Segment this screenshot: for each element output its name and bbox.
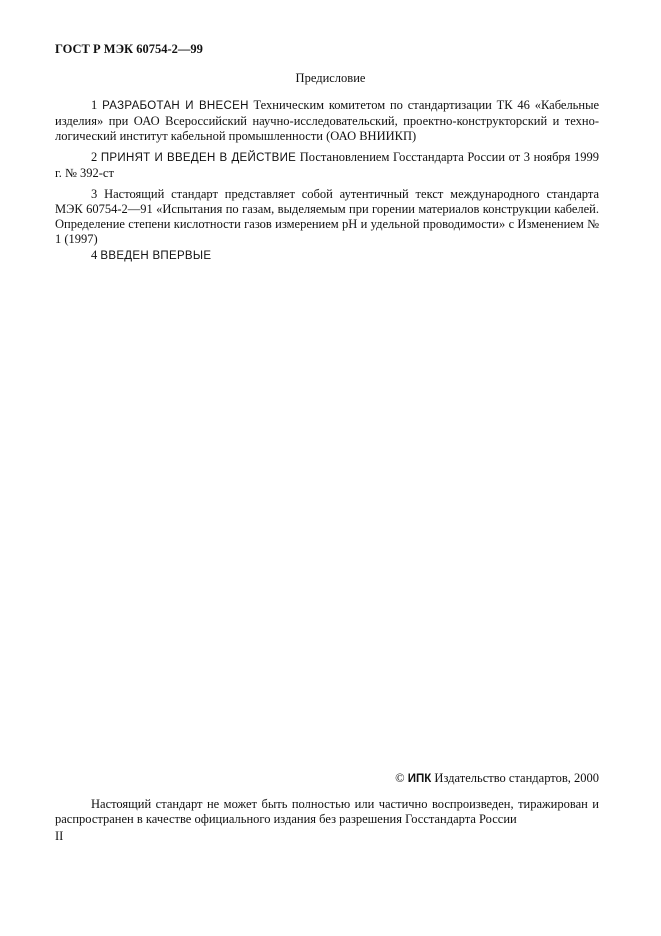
foreword-paragraph-1 [55, 98, 599, 144]
foreword-paragraph-3 [55, 187, 599, 247]
page-number: II [55, 829, 64, 843]
paragraph-lead: РАЗРАБОТАН И ВНЕСЕН [102, 100, 249, 112]
paragraph-number: 1 [91, 98, 98, 112]
copyright-org: ИПК [407, 773, 432, 785]
paragraph-text: Постановлением Госстандарта России от 3 ноября 1999 г. № 392-ст [55, 150, 600, 180]
foreword-paragraph-2 [55, 150, 599, 181]
section-title: Предисловие [295, 71, 366, 85]
copyright-text: Издательство стандартов, 2000 [434, 771, 599, 785]
copyright-icon: © [395, 771, 405, 785]
foreword-paragraph-4 [55, 248, 599, 264]
reproduction-notice: Настоящий стандарт не может быть полностью или частично воспроизведен, тиражирован и распространен в качестве официального издания без разрешения Госстандарта России [55, 797, 599, 826]
paragraph-number: 3 [91, 187, 98, 201]
paragraph-number: 4 [91, 248, 98, 262]
paragraph-text: Техническим комитетом по стандартизации ТК 46 «Кабельные изделия» при ОАО Всероссийский научно-исследовательский, проектно-конструкторский и техно-логический институт кабельной промышленности (ОАО ВНИИКП) [55, 98, 600, 143]
paragraph-text: Настоящий стандарт представляет собой аутентичный текст международного стандарта МЭК 60754-2—91 «Испытания по газам, выделяемым при горении материалов конструкции кабелей. Определение степени кислотности газов измерением pH и удельной проводимости» с Изменением № 1 (1997) [55, 187, 599, 246]
paragraph-lead: ВВЕДЕН ВПЕРВЫЕ [100, 250, 212, 262]
paragraph-number: 2 [91, 150, 98, 164]
paragraph-lead: ПРИНЯТ И ВВЕДЕН В ДЕЙСТВИЕ [100, 152, 297, 164]
copyright-line [395, 771, 599, 786]
standard-code-header: ГОСТ Р МЭК 60754-2—99 [55, 42, 203, 56]
